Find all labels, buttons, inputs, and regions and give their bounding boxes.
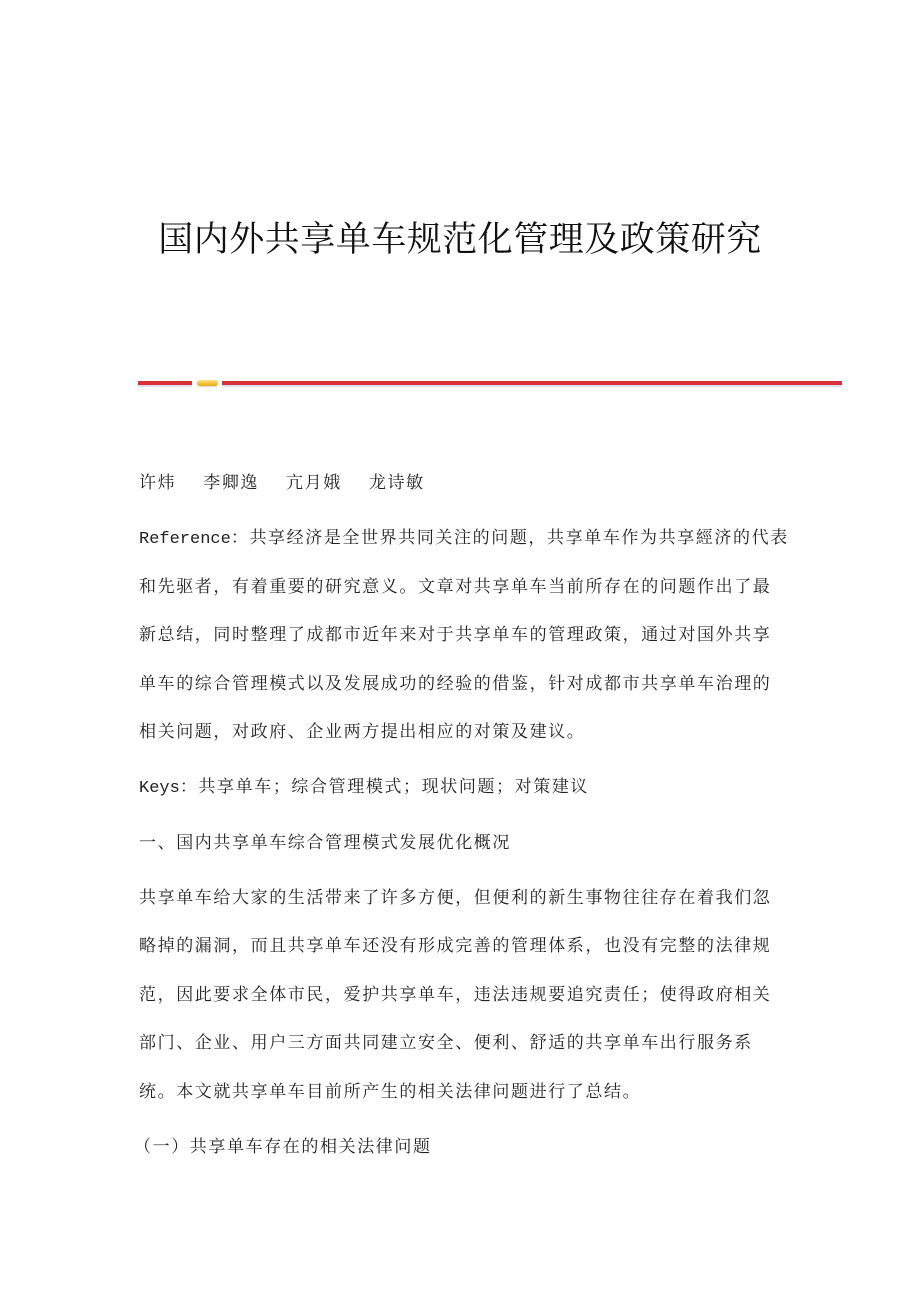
divider-line-left xyxy=(138,381,192,385)
abstract-line: 相关问题，对政府、企业两方提出相应的对策及建议。 xyxy=(139,722,586,742)
author-name: 龙诗敏 xyxy=(368,473,425,493)
divider-line-right xyxy=(222,381,842,385)
author-list xyxy=(139,471,445,495)
author-name: 亢月娥 xyxy=(286,473,342,493)
author-name: 许炜 xyxy=(139,473,177,493)
paragraph-line: 统。本文就共享单车目前所产生的相关法律问题进行了总结。 xyxy=(139,1082,642,1102)
section-heading: 一、国内共享单车综合管理模式发展优化概况 xyxy=(139,833,511,853)
divider-ornament-icon xyxy=(197,380,218,386)
abstract-line: 和先驱者，有着重要的研究意义。文章对共享单车当前所存在的问题作出了最 xyxy=(139,577,772,597)
keywords-label: Keys xyxy=(139,779,180,798)
author-name: 李卿逸 xyxy=(203,473,260,493)
abstract-line xyxy=(139,526,789,552)
title-divider xyxy=(138,381,842,389)
abstract-label: Reference xyxy=(139,530,231,549)
abstract-separator: ： xyxy=(230,528,250,548)
keywords-text: 共享单车；综合管理模式；现状问题；对策建议 xyxy=(198,777,590,797)
abstract-line: 新总结，同时整理了成都市近年来对于共享单车的管理政策，通过对国外共享 xyxy=(139,625,772,645)
subsection-heading: （一）共享单车存在的相关法律问题 xyxy=(134,1137,432,1157)
paragraph-line: 略掉的漏洞，而且共享单车还没有形成完善的管理体系，也没有完整的法律规 xyxy=(139,936,772,956)
document-title: 国内外共享单车规范化管理及政策研究 xyxy=(158,220,762,260)
paragraph-line: 部门、企业、用户三方面共同建立安全、便利、舒适的共享单车出行服务系 xyxy=(139,1033,753,1053)
keywords xyxy=(139,775,589,801)
abstract-text: 共享经济是全世界共同关注的问题，共享单车作为共享經济的代表 xyxy=(249,528,789,548)
abstract-line: 单车的综合管理模式以及发展成功的经验的借鉴，针对成都市共享单车治理的 xyxy=(139,674,772,694)
keywords-separator: ： xyxy=(179,777,199,797)
paragraph-line: 共享单车给大家的生活带来了许多方便，但便利的新生事物往往存在着我们忽 xyxy=(139,888,772,908)
paragraph-line: 范，因此要求全体市民，爱护共享单车，违法违规要追究责任；使得政府相关 xyxy=(139,985,772,1005)
